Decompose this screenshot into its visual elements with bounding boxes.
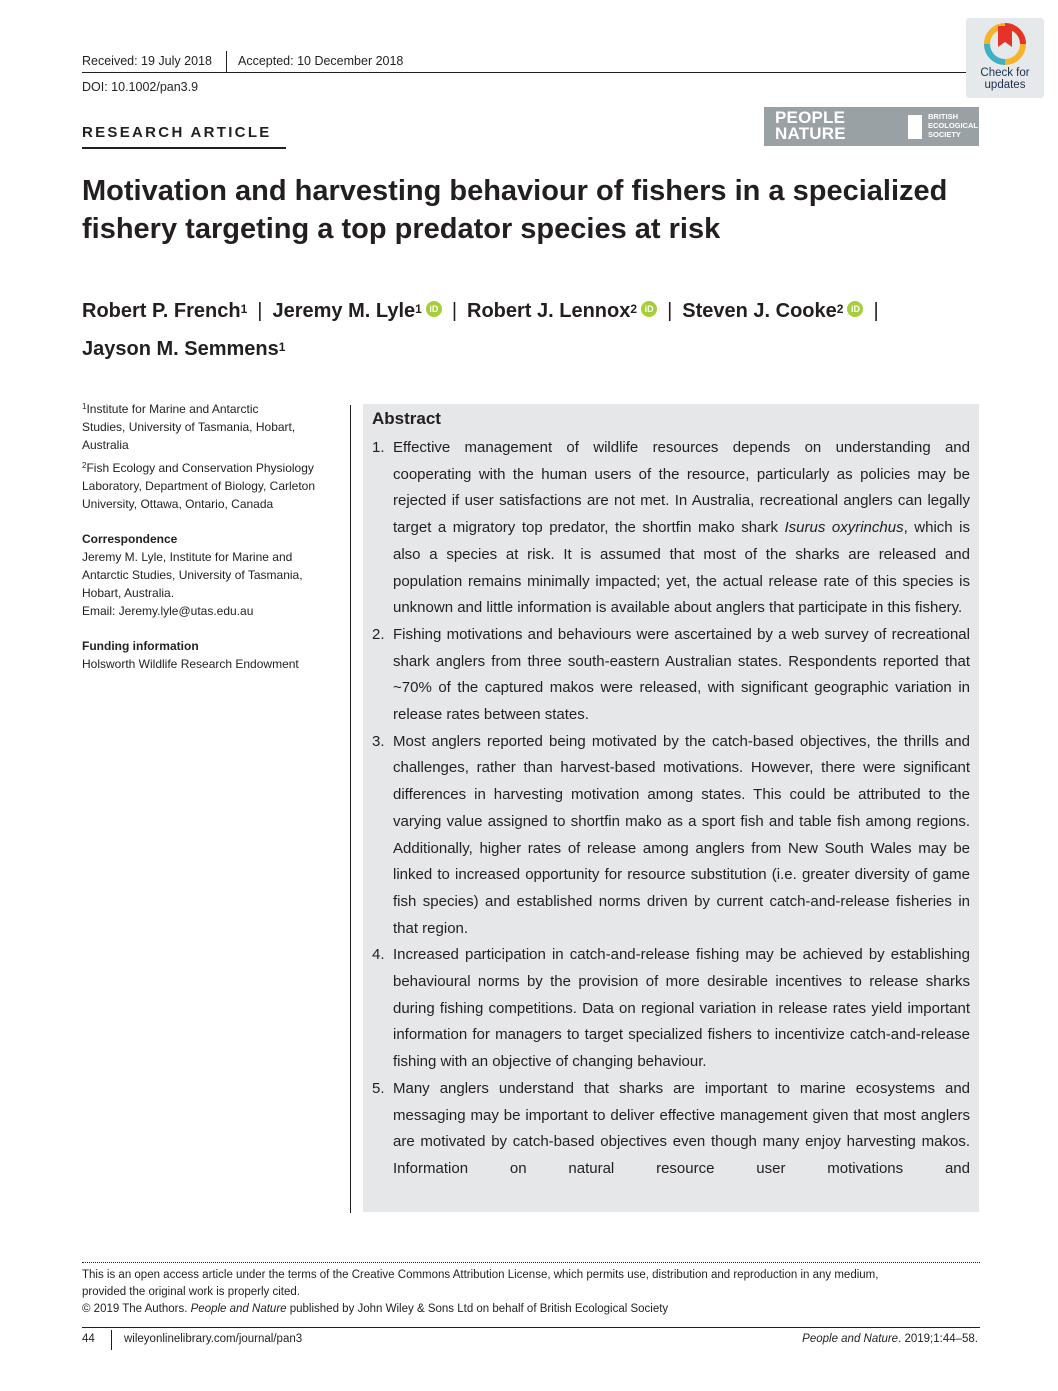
affiliation-1 [82, 400, 344, 454]
author-affil-sup: 2 [630, 302, 638, 316]
affiliation-2 [82, 459, 344, 513]
header-rule [82, 72, 980, 73]
correspondence-line: Jeremy M. Lyle, Institute for Marine and [82, 550, 293, 564]
copyright-text: published by John Wiley & Sons Ltd on behalf of British Ecological Society [286, 1303, 669, 1315]
item-text [393, 435, 970, 622]
item-text-part: Effective management of wildlife resources depends on understanding and cooperating with the human users of the resource, particularly as policies may be rejected if user satisfactions are not met. In Australia, recreational anglers can legally target a migratory top predator, the shortfin mako shark [393, 439, 970, 537]
footer-dotted-rule [82, 1262, 980, 1263]
footer-separator [111, 1330, 112, 1350]
author-separator: | [257, 300, 263, 322]
society-line1: BRITISH [928, 112, 958, 121]
author-separator: | [667, 300, 673, 322]
author-name[interactable]: Robert P. French [82, 300, 241, 322]
funding-line: Holsworth Wildlife Research Endowment [82, 657, 299, 671]
page-number: 44 [82, 1333, 95, 1345]
item-number: 2. [372, 625, 385, 643]
article-type: RESEARCH ARTICLE [82, 124, 272, 141]
header-separator [226, 51, 227, 73]
abstract-item [372, 942, 970, 1076]
title-line-2: fishery targeting a top predator species at risk [82, 213, 721, 245]
license-line: This is an open access article under the terms of the Creative Commons Attribution License, which permits use, distribution and reproduction in any medium, [82, 1269, 879, 1281]
orcid-icon[interactable]: iD [426, 301, 442, 317]
affiliation-line: University, Ottawa, Ontario, Canada [82, 497, 274, 511]
journal-logo-line1: PEOPLE [775, 108, 846, 127]
author-name[interactable]: Jeremy M. Lyle [272, 300, 416, 322]
affiliation-sup: 2 [82, 461, 87, 470]
species-name: Isurus oxyrinchus [784, 519, 904, 537]
received-date: Received: 19 July 2018 [82, 54, 212, 68]
item-number: 5. [372, 1079, 385, 1097]
journal-url[interactable]: wileyonlinelibrary.com/journal/pan3 [124, 1333, 303, 1345]
correspondence-block [82, 530, 344, 620]
item-text: Most anglers reported being motivated by the catch-based objectives, the thrills and challenges, rather than harvest-based motivations. However, there were significant differences in harvesting motivation among states. This could be attributed to the varying value assigned to shortfin mako as a sport fish and table fish among regions. Additionally, higher rates of release among anglers from New South Wales may be linked to increased opportunity for resource substitution (i.e. greater diversity of game fish species) and established norms driven by current catch-and-release fisheries in that region. [393, 732, 970, 937]
correspondence-email[interactable]: Email: Jeremy.lyle@utas.edu.au [82, 604, 254, 618]
funding-block [82, 637, 344, 673]
title-line-1: Motivation and harvesting behaviour of fishers in a specialized [82, 175, 948, 207]
abstract-item [372, 622, 970, 729]
orcid-icon[interactable]: iD [847, 301, 863, 317]
abstract-item [372, 1076, 970, 1183]
author-name[interactable]: Jayson M. Semmens [82, 338, 279, 360]
society-logo-icon [908, 115, 922, 139]
check-updates-label: Check for [980, 67, 1030, 79]
abstract-item [372, 729, 970, 943]
citation-journal: People and Nature [802, 1333, 899, 1345]
license-line: provided the original work is properly cited. [82, 1286, 300, 1298]
author-list [82, 292, 982, 368]
society-line3: SOCIETY [928, 130, 961, 139]
correspondence-line: Hobart, Australia. [82, 586, 175, 600]
journal-logo-line2: NATURE [775, 124, 846, 143]
footer-rule [82, 1327, 980, 1328]
item-text: Fishing motivations and behaviours were ascertained by a web survey of recreational shark anglers from three south-eastern Australian states. Respondents reported that ~70% of the captured makos were released, with significant geographic variation in release rates between states. [393, 625, 970, 724]
author-line-1 [82, 292, 982, 330]
journal-logo [764, 107, 979, 146]
check-for-updates-button[interactable] [966, 18, 1044, 98]
author-affil-sup: 1 [278, 340, 286, 354]
author-name[interactable]: Robert J. Lennox [467, 300, 631, 322]
affiliation-line: Australia [82, 438, 129, 452]
item-number: 4. [372, 946, 385, 964]
citation [802, 1333, 978, 1345]
copyright-journal: People and Nature [190, 1303, 287, 1315]
author-affil-sup: 1 [240, 302, 248, 316]
item-number: 3. [372, 732, 385, 750]
crossmark-icon [983, 20, 1027, 66]
correspondence-line: Antarctic Studies, University of Tasmania, [82, 568, 303, 582]
funding-heading: Funding information [82, 639, 199, 653]
item-text: Increased participation in catch-and-release fishing may be achieved by establishing behavioural norms by the provision of more desirable incentives to release sharks during fishing competitions. Data on regional variation in release rates yield important information for managers to target specialized fishers to incentivize catch-and-release fishing with an objective of changing behaviour. [393, 946, 970, 1071]
copyright-text: © 2019 The Authors. [82, 1303, 191, 1315]
author-name[interactable]: Steven J. Cooke [682, 300, 837, 322]
author-line-2 [82, 330, 982, 368]
author-affil-sup: 2 [836, 302, 844, 316]
society-line2: ECOLOGICAL [928, 121, 978, 130]
correspondence-heading: Correspondence [82, 532, 178, 546]
citation-details: . 2019;1:44–58. [898, 1333, 978, 1345]
author-affil-sup: 1 [415, 302, 422, 316]
column-divider [350, 405, 351, 1213]
item-number: 1. [372, 439, 385, 456]
affiliation-line: Studies, University of Tasmania, Hobart, [82, 420, 296, 434]
society-name [928, 112, 978, 139]
item-text-part: , which is also a species at risk. It is assumed that most of the sharks are released and population remains minimally impacted; yet, the actual release rate of this species is unknown and little information is available about anglers that participate in this fishery. [393, 519, 971, 617]
article-type-underline [82, 147, 286, 149]
affiliation-line: Laboratory, Department of Biology, Carleton [82, 479, 316, 493]
affiliation-sup: 1 [82, 402, 87, 411]
affiliation-line: Fish Ecology and Conservation Physiology [86, 461, 314, 475]
affiliation-line: Institute for Marine and Antarctic [86, 402, 259, 416]
abstract-item [372, 435, 970, 622]
article-title [82, 172, 982, 248]
copyright-line [82, 1301, 980, 1318]
license-notice [82, 1267, 980, 1318]
author-separator: | [451, 300, 458, 322]
doi[interactable]: DOI: 10.1002/pan3.9 [82, 80, 199, 94]
author-separator: | [873, 300, 879, 322]
orcid-icon[interactable]: iD [641, 301, 657, 317]
abstract-heading: Abstract [372, 409, 441, 428]
accepted-date: Accepted: 10 December 2018 [238, 54, 404, 68]
check-updates-label-2: updates [984, 79, 1026, 91]
abstract-list [372, 435, 970, 1183]
item-text: Many anglers understand that sharks are important to marine ecosystems and messaging may be important to deliver effective management given that most anglers are motivated by catch-based objectives even though many enjoy harvesting makos. Information on natural resource user motivations and [393, 1079, 970, 1177]
